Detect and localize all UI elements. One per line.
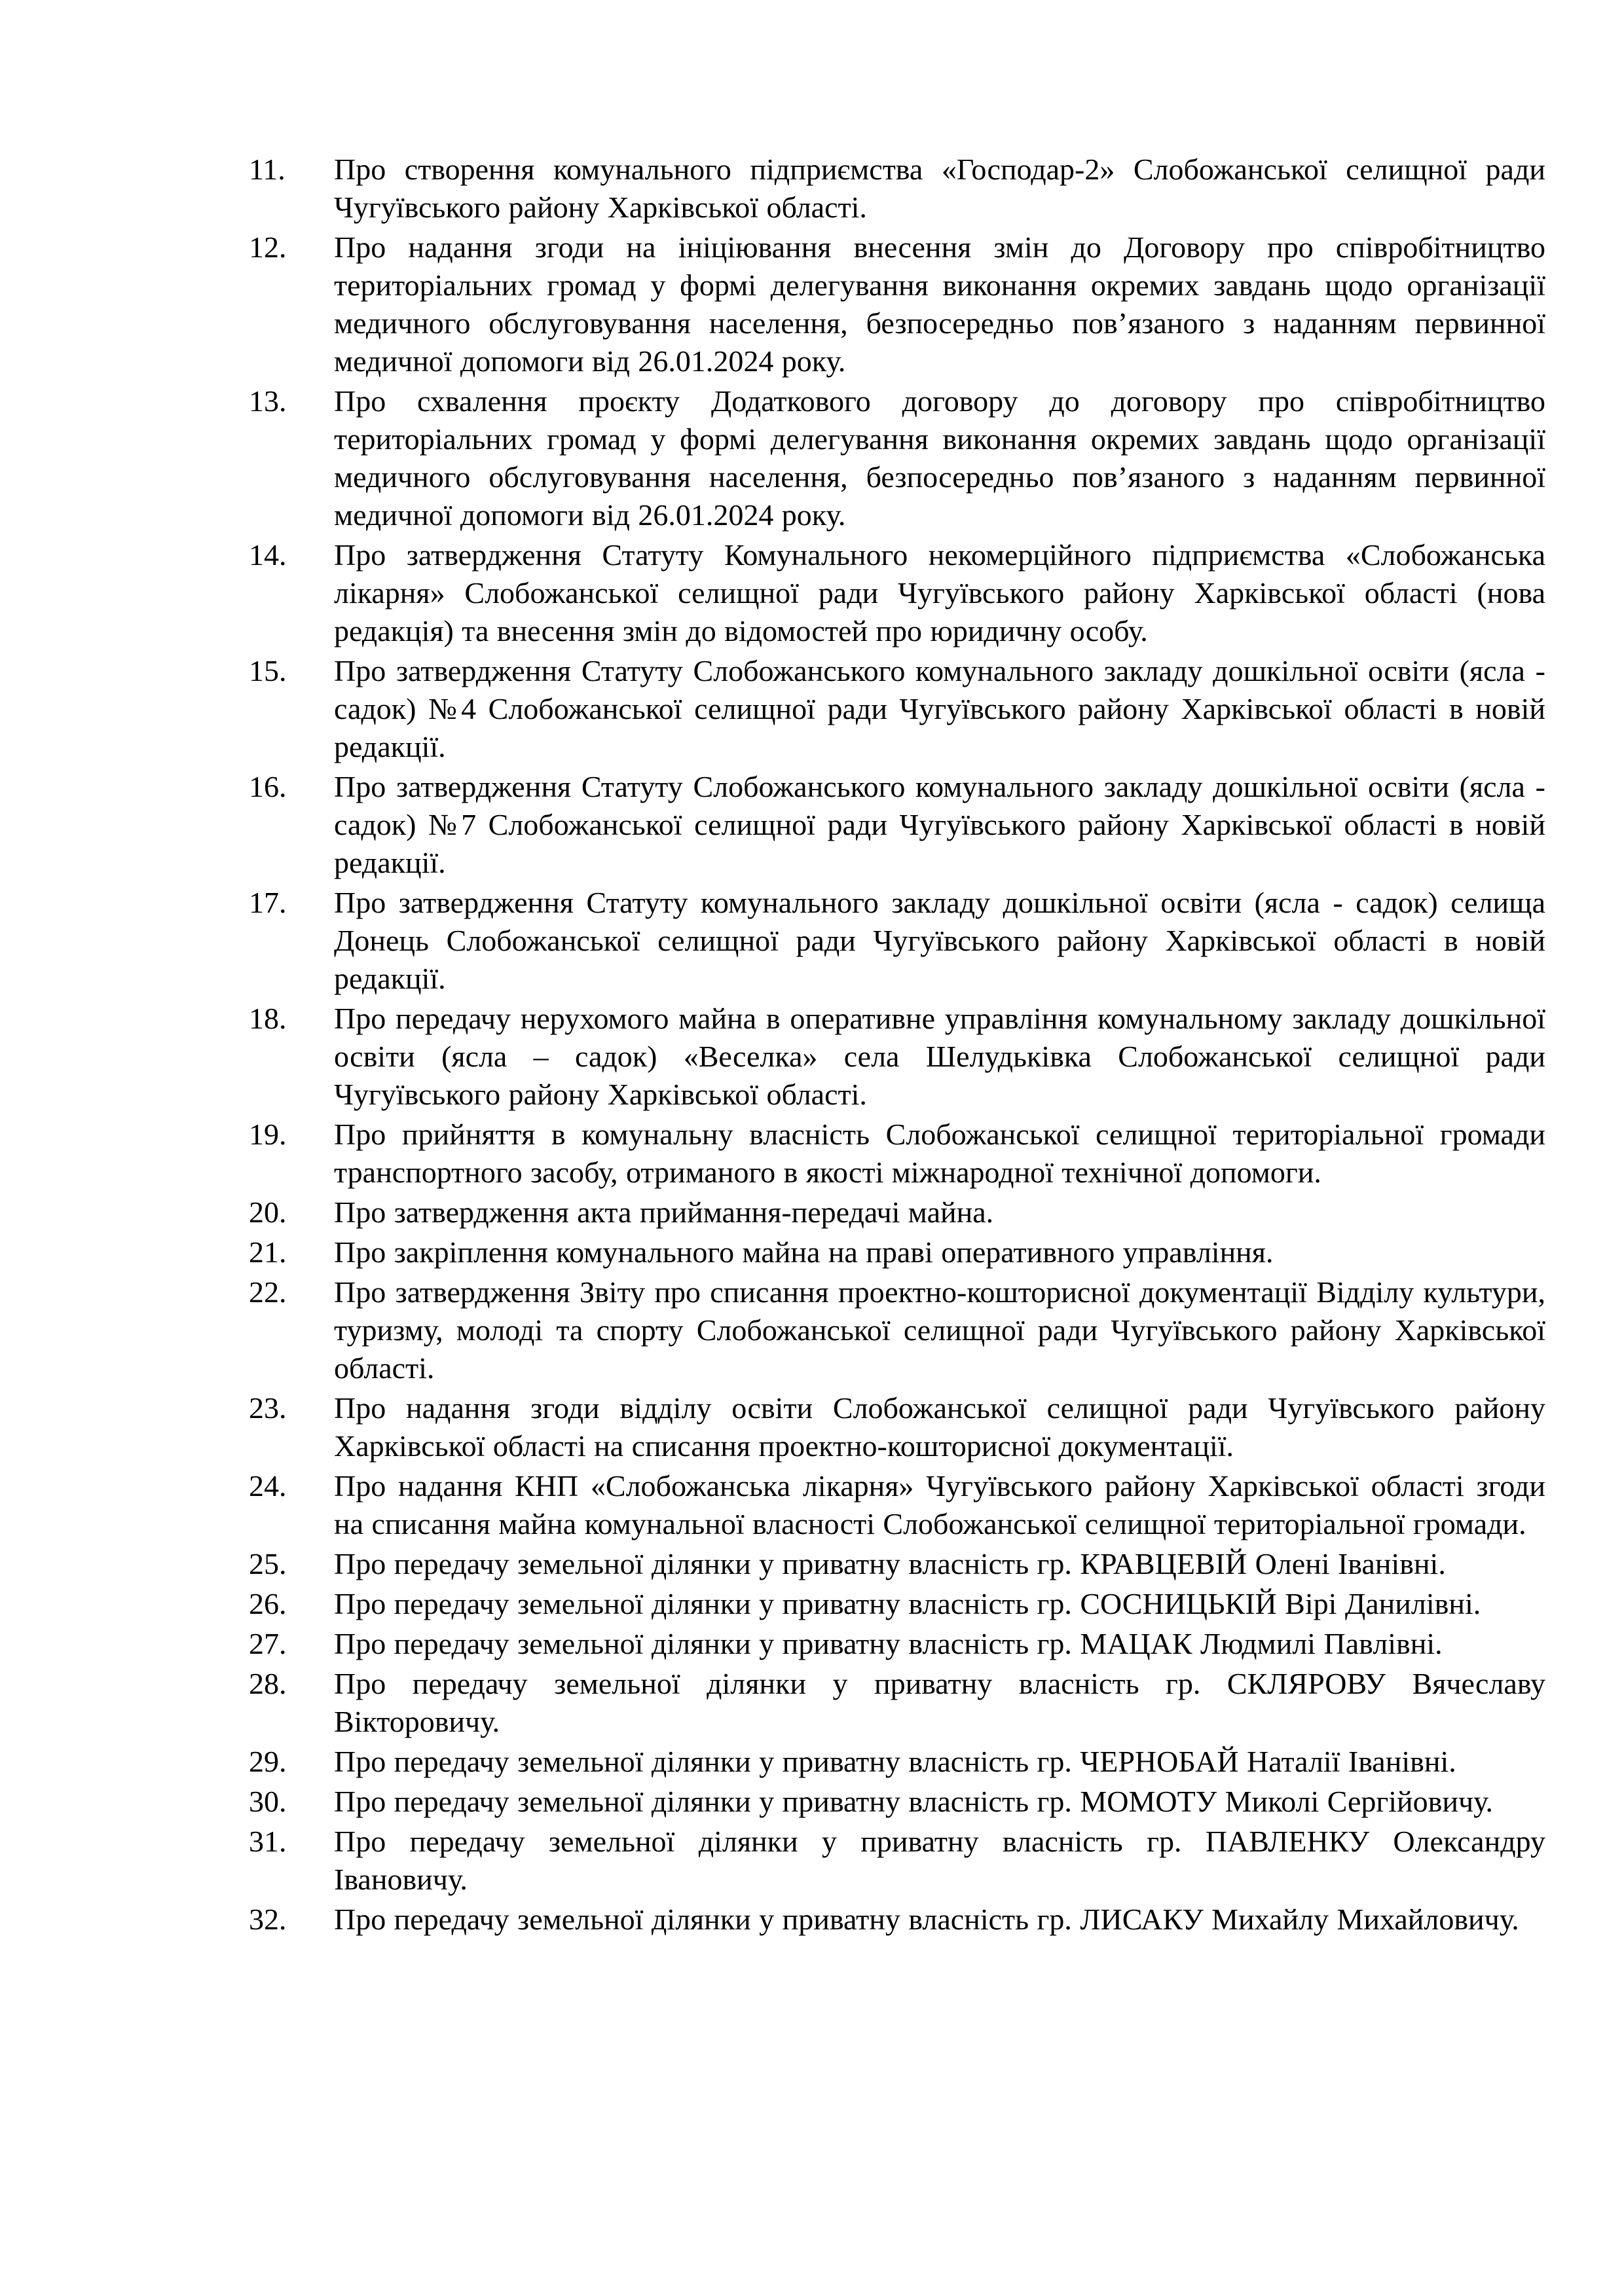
item-number: 14. [249, 538, 287, 572]
item-text: Про передачу земельної ділянки у приватну власність гр. ЛИСАКУ Михайлу Михайловичу. [334, 1903, 1519, 1936]
item-number: 20. [249, 1195, 287, 1229]
item-text: Про передачу земельної ділянки у приватну власність гр. ПАВЛЕНКУ Олександру Івановичу. [334, 1825, 1545, 1896]
agenda-item [249, 1823, 1545, 1899]
item-number: 22. [249, 1275, 287, 1309]
item-text: Про затвердження Статуту Слобожанського комунального закладу дошкільної освіти (ясла - садок) №7 Слобожанської селищної ради Чугуївського району Харківської області в новій редакції. [334, 770, 1545, 879]
agenda-item [249, 1000, 1545, 1114]
agenda-item [249, 768, 1545, 882]
item-number: 31. [249, 1825, 287, 1858]
item-text: Про прийняття в комунальну власність Слобожанської селищної територіальної громади транспортного засобу, отриманого в якості міжнародної технічної допомоги. [334, 1118, 1545, 1189]
agenda-item [249, 1545, 1545, 1583]
item-text: Про затвердження акта приймання-передачі майна. [334, 1195, 994, 1229]
item-text: Про надання згоди відділу освіти Слобожанської селищної ради Чугуївського району Харківської області на списання проектно-кошторисної документації. [334, 1391, 1545, 1463]
item-number: 26. [249, 1587, 287, 1620]
agenda-item [249, 652, 1545, 766]
agenda-item [249, 1625, 1545, 1663]
agenda-item [249, 382, 1545, 534]
agenda-item [249, 1194, 1545, 1231]
agenda-item [249, 1665, 1545, 1741]
item-text: Про схвалення проєкту Додаткового договору до договору про співробітництво територіальних громад у формі делегування виконання окремих завдань щодо організації медичного обслуговування населення, безпосередньо пов’язаного з наданням первинної медичної допомоги від 26.01.2024 року. [334, 384, 1545, 532]
item-number: 25. [249, 1547, 287, 1580]
item-number: 15. [249, 654, 287, 687]
item-number: 30. [249, 1785, 287, 1818]
agenda-item [249, 228, 1545, 380]
item-text: Про надання згоди на ініціювання внесення змін до Договору про співробітництво територіальних громад у формі делегування виконання окремих завдань щодо організації медичного обслуговування населення, безпосередньо пов’язаного з наданням первинної медичної допомоги від 26.01.2024 року. [334, 230, 1545, 378]
agenda-item [249, 1585, 1545, 1623]
item-number: 13. [249, 384, 287, 418]
item-number: 11. [249, 153, 286, 186]
agenda-item [249, 536, 1545, 650]
agenda-item [249, 1116, 1545, 1192]
item-number: 28. [249, 1667, 287, 1700]
agenda-item [249, 1273, 1545, 1387]
item-text: Про затвердження Статуту Слобожанського комунального закладу дошкільної освіти (ясла - садок) №4 Слобожанської селищної ради Чугуївського району Харківської області в новій редакції. [334, 654, 1545, 763]
agenda-list [249, 151, 1545, 1941]
item-number: 29. [249, 1745, 287, 1778]
item-text: Про передачу земельної ділянки у приватну власність гр. КРАВЦЕВІЙ Олені Іванівні. [334, 1547, 1446, 1580]
item-text: Про створення комунального підприємства «Господар-2» Слобожанської селищної ради Чугуївського району Харківської області. [334, 153, 1545, 224]
item-number: 21. [249, 1235, 287, 1269]
item-text: Про передачу земельної ділянки у приватну власність гр. МОМОТУ Миколі Сергійовичу. [334, 1785, 1494, 1818]
item-text: Про передачу земельної ділянки у приватну власність гр. СКЛЯРОВУ Вячеславу Вікторовичу. [334, 1667, 1545, 1738]
agenda-item [249, 1467, 1545, 1543]
item-number: 12. [249, 230, 287, 264]
item-text: Про передачу земельної ділянки у приватну власність гр. СОСНИЦЬКІЙ Вірі Данилівні. [334, 1587, 1481, 1620]
item-text: Про затвердження Статуту Комунального некомерційного підприємства «Слобожанська лікарня» Слобожанської селищної ради Чугуївського району Харківської області (нова редакція) та внесення змін до відомостей про юридичну особу. [334, 538, 1545, 647]
agenda-item [249, 1783, 1545, 1821]
item-number: 17. [249, 886, 287, 919]
item-number: 19. [249, 1118, 287, 1151]
agenda-item [249, 1743, 1545, 1781]
item-number: 32. [249, 1903, 287, 1936]
item-text: Про передачу нерухомого майна в оперативне управління комунальному закладу дошкільної освіти (ясла – садок) «Веселка» села Шелудьківка Слобожанської селищної ради Чугуївського району Харківської області. [334, 1002, 1545, 1111]
item-text: Про закріплення комунального майна на праві оперативного управління. [334, 1235, 1274, 1269]
item-text: Про затвердження Статуту комунального закладу дошкільної освіти (ясла - садок) селища Донець Слобожанської селищної ради Чугуївського району Харківської області в новій редакції. [334, 886, 1545, 995]
item-text: Про передачу земельної ділянки у приватну власність гр. ЧЕРНОБАЙ Наталії Іванівні. [334, 1745, 1456, 1778]
agenda-item [249, 1389, 1545, 1465]
item-number: 27. [249, 1627, 287, 1660]
agenda-item [249, 1901, 1545, 1939]
agenda-item [249, 1233, 1545, 1271]
agenda-item [249, 884, 1545, 998]
agenda-item [249, 151, 1545, 227]
item-text: Про затвердження Звіту про списання проектно-кошторисної документації Відділу культури, туризму, молоді та спорту Слобожанської селищної ради Чугуївського району Харківської області. [334, 1275, 1545, 1385]
item-number: 23. [249, 1391, 287, 1425]
item-number: 18. [249, 1002, 287, 1035]
item-number: 24. [249, 1469, 287, 1503]
item-text: Про надання КНП «Слобожанська лікарня» Чугуївського району Харківської області згоди на списання майна комунальної власності Слобожанської селищної територіальної громади. [334, 1469, 1545, 1540]
item-number: 16. [249, 770, 287, 803]
item-text: Про передачу земельної ділянки у приватну власність гр. МАЦАК Людмилі Павлівні. [334, 1627, 1443, 1660]
